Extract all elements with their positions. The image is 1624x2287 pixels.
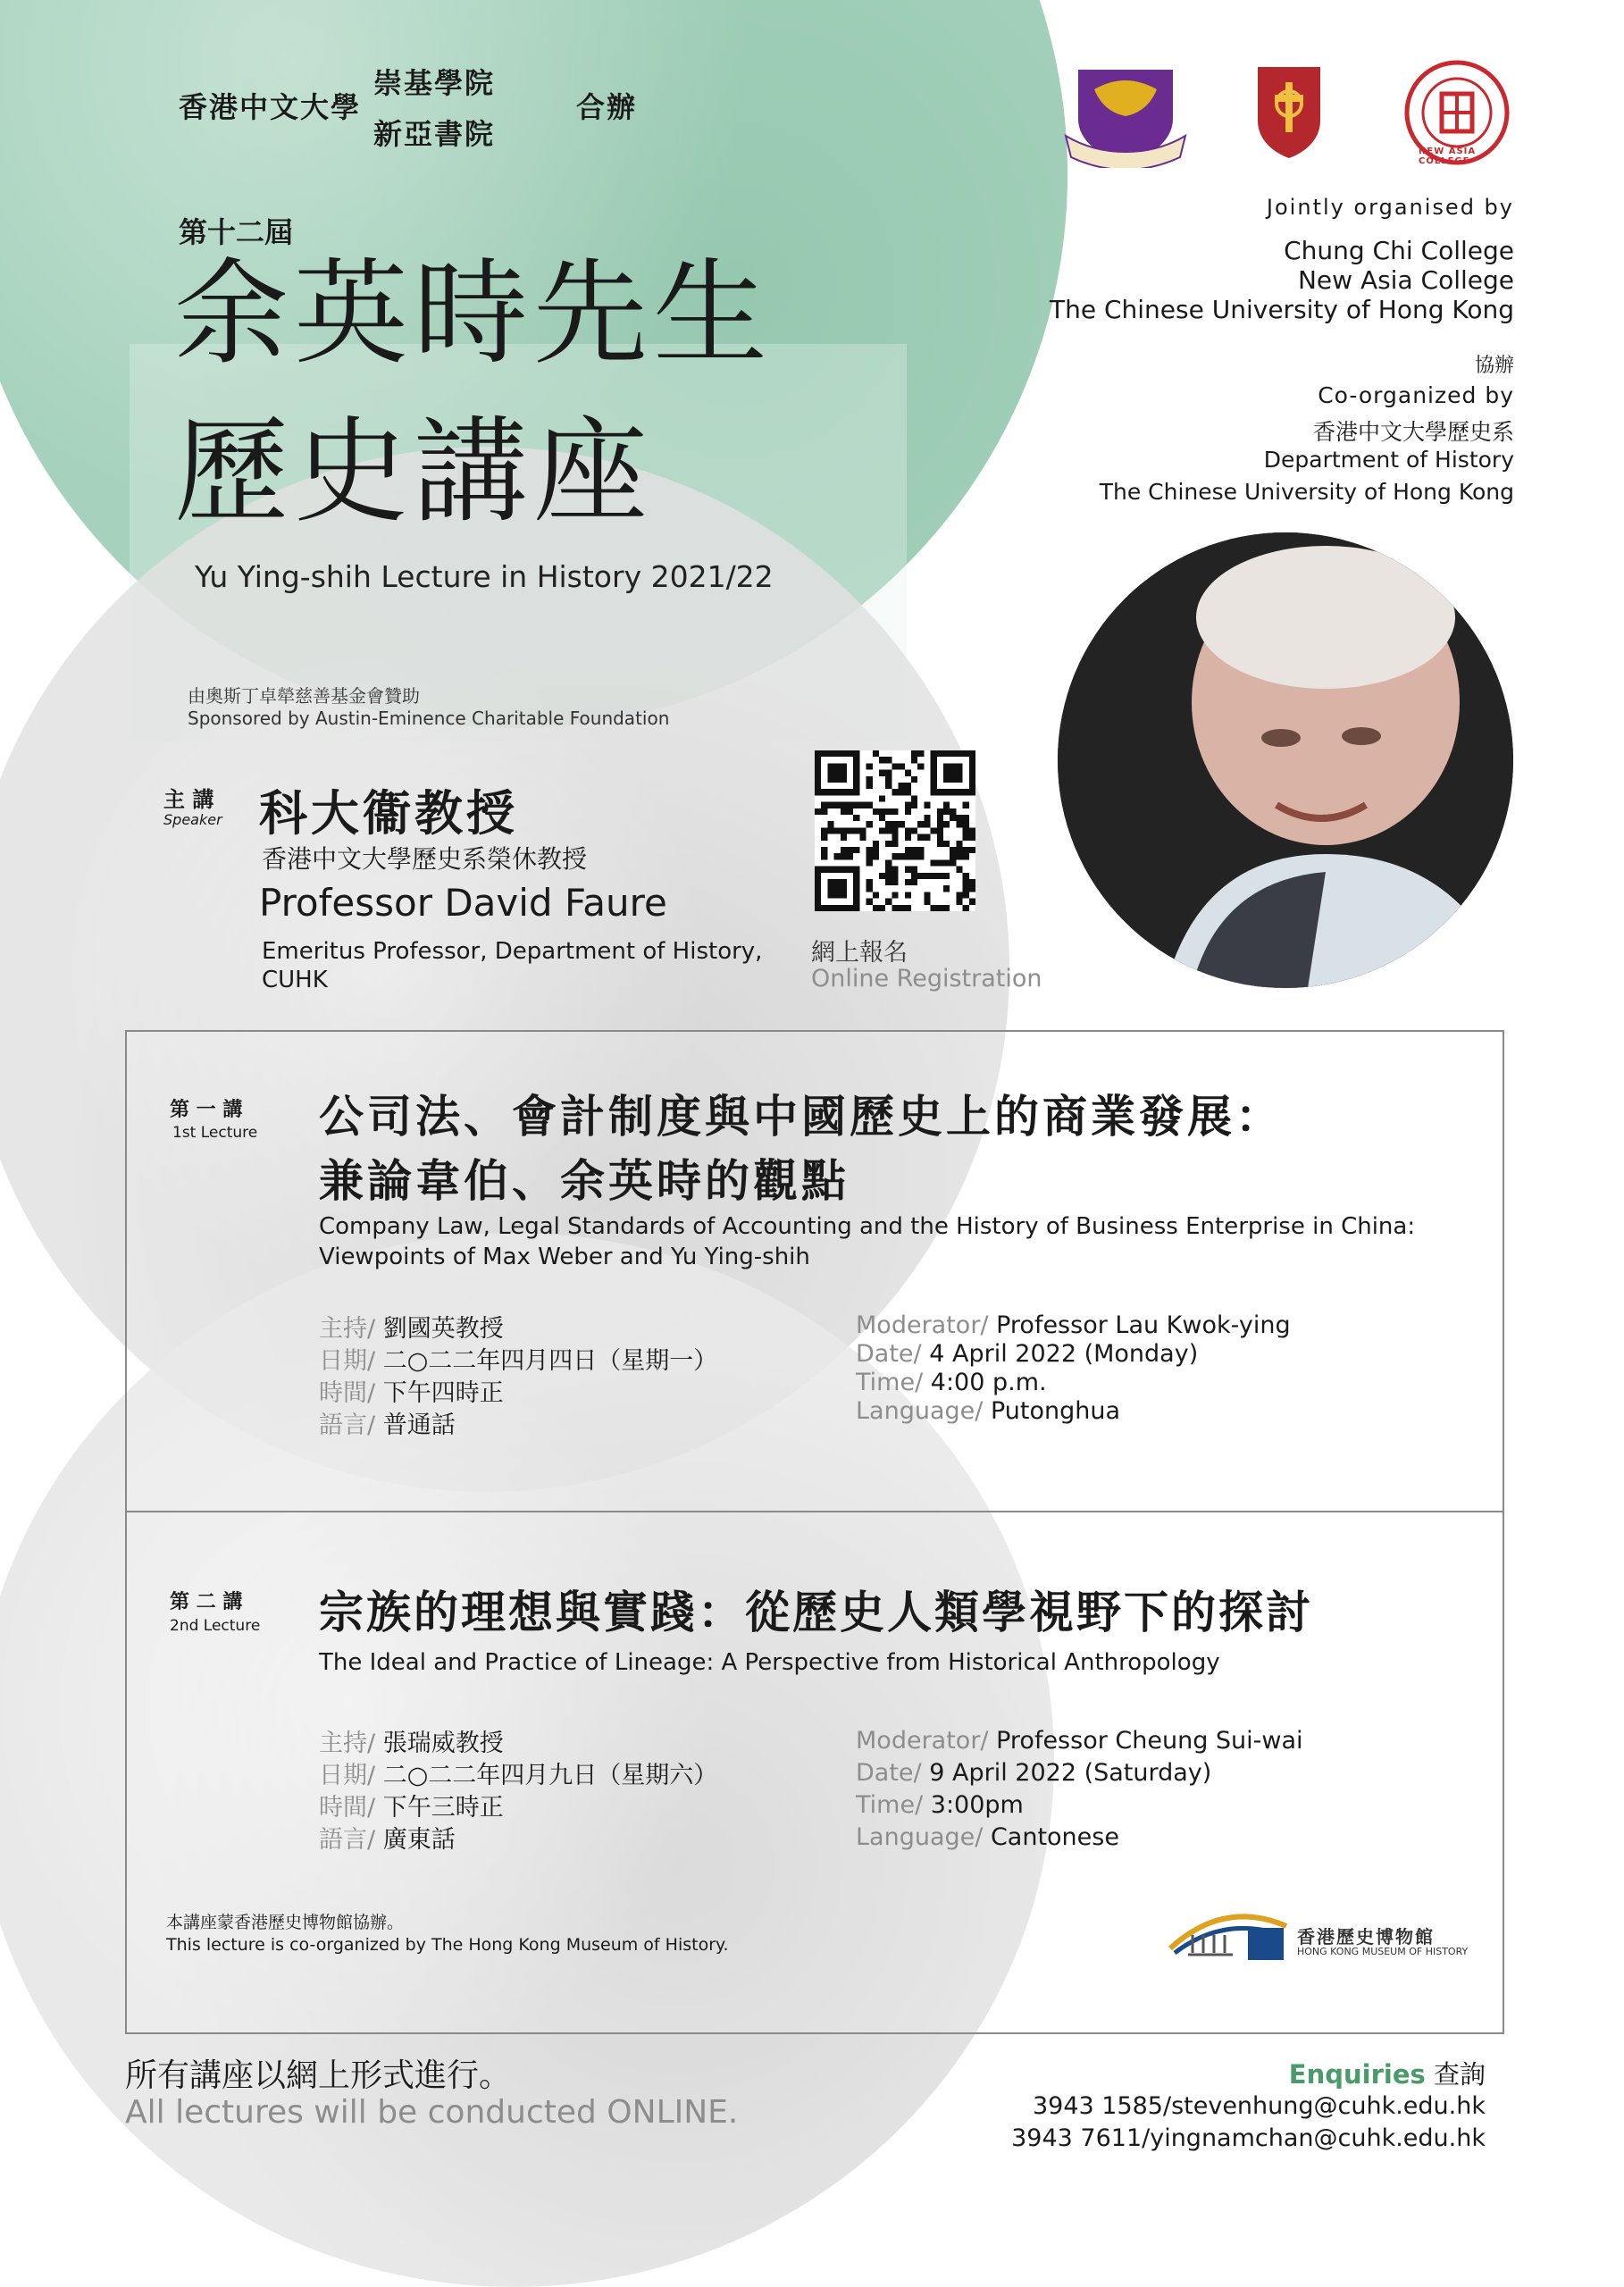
lecture1-title-zh-1: 公司法、會計制度與中國歷史上的商業發展：: [319, 1090, 1284, 1143]
newasia-logo-ring-text: NEW ASIA COLLEGE: [1419, 147, 1477, 166]
lecture2-lang-zh: 廣東話: [382, 1826, 456, 1854]
jointly-organised-heading: Jointly organised by: [1266, 195, 1514, 220]
lecture2-details-zh: [319, 1728, 717, 1856]
lecture2-title-zh: 宗族的理想與實踐：從歷史人類學視野下的探討: [319, 1586, 1313, 1638]
lecture2-time-label-zh: 時間/: [319, 1794, 376, 1822]
lecture2-date-zh: 二○二二年四月九日（星期六）: [382, 1762, 718, 1789]
registration-qr-code[interactable]: [815, 750, 975, 911]
lecture2-time-en: 3:00pm: [930, 1791, 1024, 1819]
lectures-divider: [125, 1511, 1503, 1512]
lecture1-date-label-en: Date/: [856, 1340, 922, 1368]
lecture1-lang-zh: 普通話: [382, 1412, 456, 1439]
lecture1-moderator-label-en: Moderator/: [856, 1311, 989, 1339]
lecture1-title-en-1: Company Law, Legal Standards of Accounting and the History of Business Enterprise in China:: [319, 1213, 1416, 1240]
speaker-label-en: Speaker: [163, 811, 222, 828]
lecture1-moderator-zh: 劉國英教授: [382, 1315, 504, 1343]
museum-note-zh: 本講座蒙香港歷史博物館協辦。: [166, 1913, 405, 1932]
lecture1-label-zh: 第 一 講: [170, 1099, 243, 1121]
lecture2-lang-en: Cantonese: [990, 1823, 1119, 1851]
lecture1-time-label-zh: 時間/: [319, 1379, 376, 1407]
co-organizer-en-label: Co-organized by: [1318, 382, 1514, 408]
co-organizer-zh-label: 協辦: [1474, 355, 1514, 377]
contact-2[interactable]: 3943 7611/yingnamchan@cuhk.edu.hk: [1011, 2124, 1486, 2152]
speaker-name-zh: 科大衞教授: [259, 784, 518, 842]
dept-history-university: The Chinese University of Hong Kong: [1099, 479, 1514, 505]
lecture1-time-zh: 下午四時正: [382, 1379, 504, 1407]
lecture1-moderator-en: Professor Lau Kwok-ying: [996, 1311, 1291, 1339]
dept-history-zh: 香港中文大學歷史系: [1312, 419, 1514, 445]
museum-logo-en: HONG KONG MUSEUM OF HISTORY: [1297, 1946, 1469, 1957]
title-line-2: 歷史講座: [174, 406, 654, 539]
lecture2-date-en: 9 April 2022 (Saturday): [929, 1759, 1212, 1787]
lecture2-moderator-en: Professor Cheung Sui-wai: [996, 1727, 1303, 1755]
title-line-1: 余英時先生: [174, 247, 774, 381]
speaker-name-en: Professor David Faure: [259, 881, 667, 925]
lecture2-moderator-zh: 張瑞威教授: [382, 1730, 504, 1757]
dept-history-en: Department of History: [1263, 447, 1514, 473]
lecture2-moderator-label-en: Moderator/: [856, 1727, 989, 1755]
museum-logo-mark: [1166, 1908, 1291, 1964]
lecture2-moderator-label-zh: 主持/: [319, 1730, 376, 1757]
lecture2-label-zh: 第 二 講: [170, 1591, 243, 1613]
lecture1-date-zh: 二○二二年四月四日（星期一）: [382, 1347, 718, 1375]
speaker-label-zh: 主 講: [163, 787, 214, 812]
lecture1-time-en: 4:00 p.m.: [930, 1369, 1047, 1396]
lecture1-lang-label-en: Language/: [856, 1397, 984, 1425]
lecture1-time-label-en: Time/: [856, 1369, 924, 1396]
contact-1[interactable]: 3943 1585/stevenhung@cuhk.edu.hk: [1032, 2092, 1486, 2120]
edition-label: 第十二屆: [179, 215, 294, 249]
organiser-cuhk: The Chinese University of Hong Kong: [1050, 295, 1514, 324]
lecture2-label-en: 2nd Lecture: [170, 1617, 261, 1635]
lecture1-date-en: 4 April 2022 (Monday): [929, 1340, 1199, 1368]
title-english: Yu Ying-shih Lecture in History 2021/22: [195, 559, 774, 594]
lecture2-time-zh: 下午三時正: [382, 1794, 504, 1822]
speaker-title-en-2: CUHK: [262, 967, 328, 993]
newasia-logo: [1402, 58, 1511, 167]
lecture2-time-label-en: Time/: [856, 1791, 924, 1819]
lecture2-date-label-zh: 日期/: [319, 1762, 376, 1789]
sponsor-zh: 由奧斯丁卓犖慈善基金會贊助: [188, 685, 420, 707]
lecture1-lang-label-zh: 語言/: [319, 1412, 376, 1439]
speaker-title-zh: 香港中文大學歷史系榮休教授: [262, 844, 588, 874]
lecture1-details-zh: [319, 1313, 717, 1442]
online-note-zh: 所有講座以網上形式進行。: [125, 2057, 512, 2094]
header-chungchi: 崇基學院: [373, 66, 496, 100]
lecture2-details-en: [856, 1725, 1303, 1854]
sponsor-en: Sponsored by Austin-Eminence Charitable Foundation: [188, 708, 670, 729]
lecture2-date-label-en: Date/: [856, 1759, 922, 1787]
cuhk-logo: [1059, 63, 1193, 168]
enquiries-label-en: Enquiries: [1288, 2059, 1426, 2090]
museum-logo-zh: 香港歷史博物館: [1297, 1926, 1435, 1948]
museum-note-en: This lecture is co-organized by The Hong Kong Museum of History.: [166, 1935, 729, 1955]
lecture1-details-en: [856, 1311, 1291, 1426]
lecture1-title-en-2: Viewpoints of Max Weber and Yu Ying-shih: [319, 1244, 810, 1270]
header-joint: 合辦: [576, 90, 638, 124]
organiser-newasia: New Asia College: [1297, 265, 1514, 295]
lecture2-lang-label-zh: 語言/: [319, 1826, 376, 1854]
enquiries-heading: [1289, 2055, 1486, 2091]
lecture1-moderator-label-zh: 主持/: [319, 1315, 376, 1343]
registration-zh: 網上報名: [811, 939, 908, 967]
enquiries-label-zh: 查詢: [1433, 2059, 1486, 2090]
organiser-chungchi: Chung Chi College: [1284, 236, 1514, 265]
speaker-title-en-1: Emeritus Professor, Department of History,: [262, 938, 763, 965]
registration-en: Online Registration: [811, 965, 1042, 993]
lecture1-title-zh-2: 兼論韋伯、余英時的觀點: [319, 1154, 850, 1207]
lecture2-title-en: The Ideal and Practice of Lineage: A Perspective from Historical Anthropology: [319, 1649, 1220, 1676]
lecture1-date-label-zh: 日期/: [319, 1347, 376, 1375]
chungchi-logo: [1253, 63, 1325, 161]
online-note-en: All lectures will be conducted ONLINE.: [125, 2094, 739, 2131]
lecture2-lang-label-en: Language/: [856, 1823, 984, 1851]
lecture1-lang-en: Putonghua: [990, 1397, 1120, 1425]
lecture1-label-en: 1st Lecture: [172, 1124, 258, 1142]
speaker-photo: [1058, 532, 1513, 988]
header-cuhk: 香港中文大學: [179, 90, 362, 124]
header-newasia: 新亞書院: [373, 117, 496, 151]
